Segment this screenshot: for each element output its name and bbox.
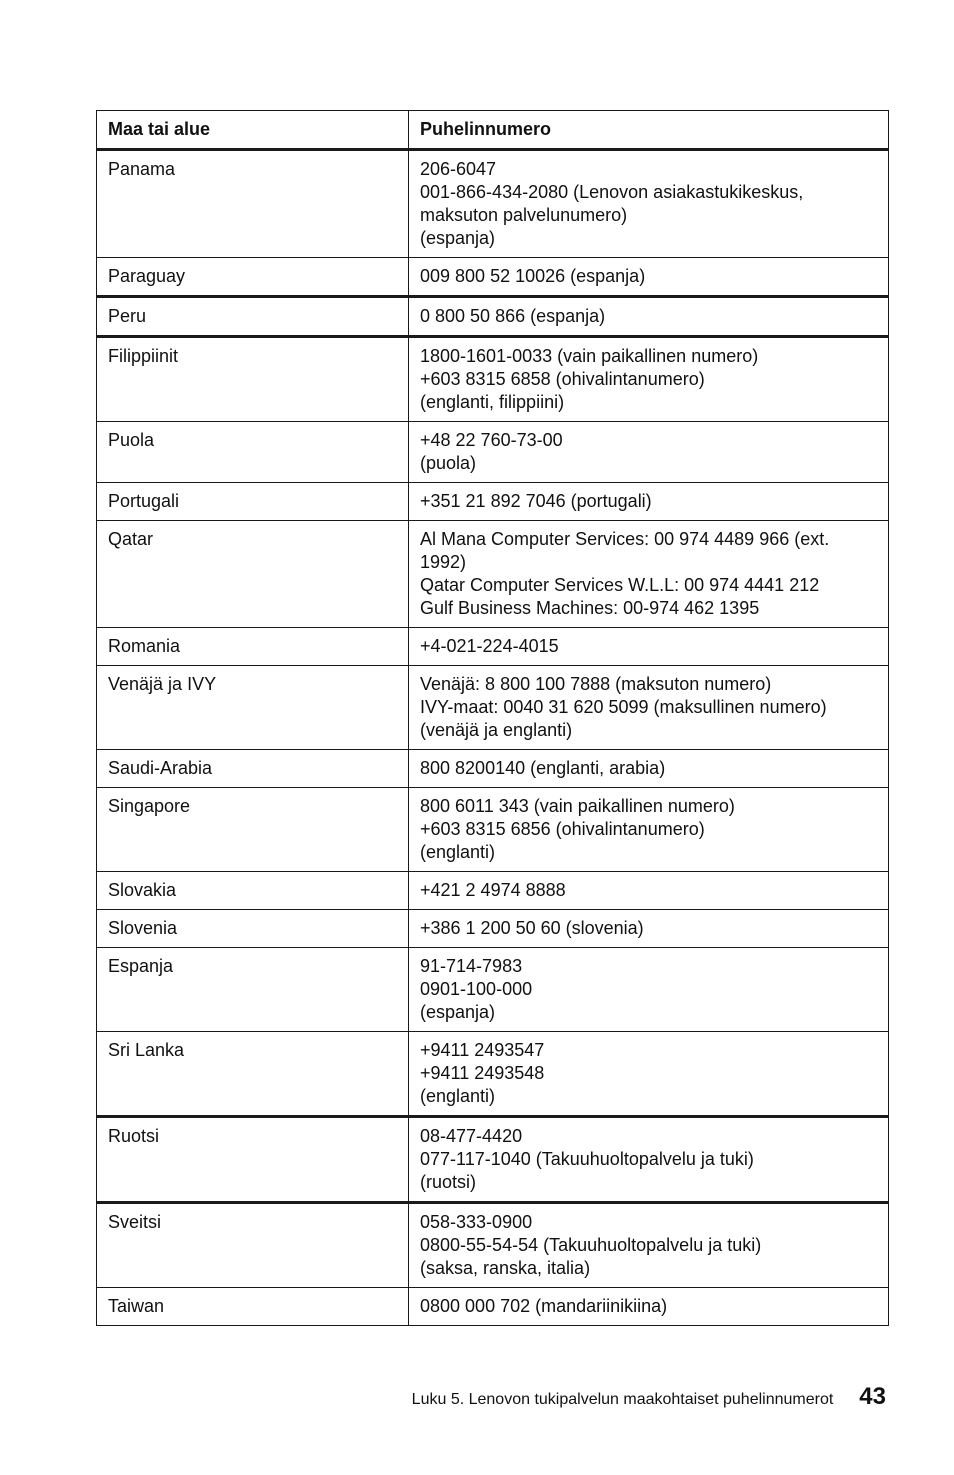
country-cell: Espanja — [97, 948, 409, 1032]
phone-cell — [409, 666, 889, 750]
country-cell: Romania — [97, 628, 409, 666]
phone-line: IVY-maat: 0040 31 620 5099 (maksullinen numero) — [420, 697, 827, 717]
country-cell: Filippiinit — [97, 337, 409, 422]
phone-cell — [409, 258, 889, 297]
table-row — [97, 788, 889, 872]
phone-cell — [409, 872, 889, 910]
phone-cell — [409, 521, 889, 628]
country-cell: Taiwan — [97, 1288, 409, 1326]
table-row — [97, 666, 889, 750]
chapter-title: Luku 5. Lenovon tukipalvelun maakohtaiset puhelinnumerot — [411, 1391, 834, 1408]
phone-line: Venäjä: 8 800 100 7888 (maksuton numero) — [420, 674, 772, 694]
phone-cell — [409, 788, 889, 872]
phone-line: (englanti) — [420, 1086, 496, 1106]
phone-number-table — [96, 110, 889, 1326]
phone-line: maksuton palvelunumero) — [420, 205, 628, 225]
phone-line: 1800-1601-0033 (vain paikallinen numero) — [420, 346, 759, 366]
phone-line: (englanti) — [420, 842, 496, 862]
phone-cell — [409, 483, 889, 521]
phone-cell — [409, 1117, 889, 1203]
phone-line: (espanja) — [420, 228, 496, 248]
table-row — [97, 1288, 889, 1326]
phone-line: +421 2 4974 8888 — [420, 880, 566, 900]
country-cell: Puola — [97, 422, 409, 483]
phone-line: 206-6047 — [420, 159, 497, 179]
table-row — [97, 948, 889, 1032]
phone-line: 1992) — [420, 552, 467, 572]
country-cell: Saudi-Arabia — [97, 750, 409, 788]
phone-line: Al Mana Computer Services: 00 974 4489 966 (ext. — [420, 529, 830, 549]
phone-line: 08-477-4420 — [420, 1126, 523, 1146]
country-cell: Qatar — [97, 521, 409, 628]
country-cell: Venäjä ja IVY — [97, 666, 409, 750]
phone-cell — [409, 628, 889, 666]
phone-cell — [409, 337, 889, 422]
phone-line: +9411 2493547 — [420, 1040, 545, 1060]
phone-line: (saksa, ranska, italia) — [420, 1258, 591, 1278]
country-cell: Panama — [97, 150, 409, 258]
phone-line: (puola) — [420, 453, 477, 473]
country-cell: Sveitsi — [97, 1203, 409, 1288]
phone-line: 077-117-1040 (Takuuhuoltopalvelu ja tuki) — [420, 1149, 754, 1169]
phone-line: 800 6011 343 (vain paikallinen numero) — [420, 796, 735, 816]
phone-line: Qatar Computer Services W.L.L: 00 974 4441 212 — [420, 575, 820, 595]
country-cell: Singapore — [97, 788, 409, 872]
phone-cell — [409, 1288, 889, 1326]
table-row — [97, 628, 889, 666]
phone-line: 91-714-7983 — [420, 956, 523, 976]
phone-cell — [409, 910, 889, 948]
phone-cell — [409, 297, 889, 337]
table-row — [97, 1032, 889, 1117]
phone-cell — [409, 422, 889, 483]
phone-line: +603 8315 6856 (ohivalintanumero) — [420, 819, 705, 839]
phone-cell — [409, 1032, 889, 1117]
phone-line: 0 800 50 866 (espanja) — [420, 306, 606, 326]
table-row — [97, 422, 889, 483]
phone-line: +48 22 760-73-00 — [420, 430, 563, 450]
page-number: 43 — [859, 1383, 886, 1410]
header-country: Maa tai alue — [97, 111, 409, 150]
table-row — [97, 483, 889, 521]
phone-line: +603 8315 6858 (ohivalintanumero) — [420, 369, 705, 389]
phone-line: (ruotsi) — [420, 1172, 477, 1192]
table-row — [97, 1117, 889, 1203]
table-row — [97, 1203, 889, 1288]
table-row — [97, 750, 889, 788]
country-cell: Paraguay — [97, 258, 409, 297]
phone-line: 800 8200140 (englanti, arabia) — [420, 758, 666, 778]
country-cell: Slovakia — [97, 872, 409, 910]
table-row — [97, 297, 889, 337]
table-header-row — [97, 111, 889, 150]
page-footer — [412, 1383, 886, 1411]
phone-line: (venäjä ja englanti) — [420, 720, 573, 740]
table-row — [97, 258, 889, 297]
table-row — [97, 872, 889, 910]
table-body — [97, 150, 889, 1326]
phone-line: (englanti, filippiini) — [420, 392, 565, 412]
country-cell: Sri Lanka — [97, 1032, 409, 1117]
country-cell: Portugali — [97, 483, 409, 521]
phone-line: +351 21 892 7046 (portugali) — [420, 491, 652, 511]
phone-cell — [409, 948, 889, 1032]
table-row — [97, 910, 889, 948]
header-phone: Puhelinnumero — [409, 111, 889, 150]
phone-line: +9411 2493548 — [420, 1063, 545, 1083]
phone-line: Gulf Business Machines: 00-974 462 1395 — [420, 598, 760, 618]
country-cell: Ruotsi — [97, 1117, 409, 1203]
phone-cell — [409, 150, 889, 258]
phone-line: 0800 000 702 (mandariinikiina) — [420, 1296, 668, 1316]
table-row — [97, 150, 889, 258]
phone-cell — [409, 750, 889, 788]
phone-line: 0800-55-54-54 (Takuuhuoltopalvelu ja tuki) — [420, 1235, 762, 1255]
phone-line: 058-333-0900 — [420, 1212, 533, 1232]
country-cell: Peru — [97, 297, 409, 337]
phone-line: 001-866-434-2080 (Lenovon asiakastukikeskus, — [420, 182, 804, 202]
phone-cell — [409, 1203, 889, 1288]
phone-line: 009 800 52 10026 (espanja) — [420, 266, 646, 286]
country-cell: Slovenia — [97, 910, 409, 948]
phone-line: 0901-100-000 — [420, 979, 533, 999]
table-row — [97, 337, 889, 422]
table-row — [97, 521, 889, 628]
phone-line: +386 1 200 50 60 (slovenia) — [420, 918, 644, 938]
phone-line: (espanja) — [420, 1002, 496, 1022]
phone-line: +4-021-224-4015 — [420, 636, 559, 656]
